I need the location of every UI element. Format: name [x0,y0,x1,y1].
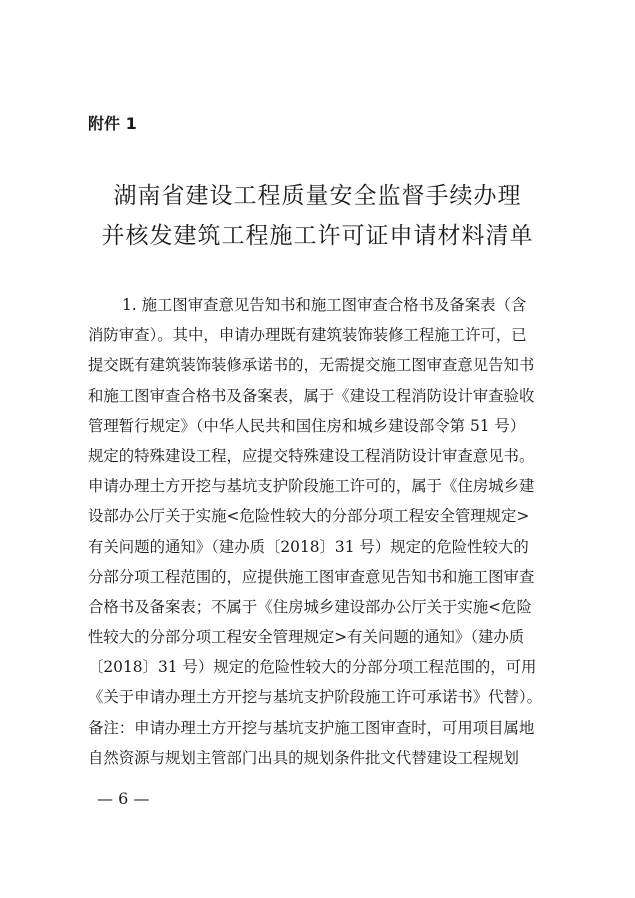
body-line: 申请办理土方开挖与基坑支护阶段施工许可的，属于《住房城乡建 [88,477,535,496]
body-line: 管理暂行规定》（中华人民共和国住房和城乡建设部令第 51 号） [88,416,526,435]
body-line: 1. 施工图审查意见告知书和施工图审查合格书及备案表（含 [122,296,527,314]
body-line: 〔2018〕31 号）规定的危险性较大的分部分项工程范围的，可用 [88,658,537,677]
body-line: 提交既有建筑装饰装修承诺书的，无需提交施工图审查意见告知书 [88,356,535,375]
title-line-1: 湖南省建设工程质量安全监督手续办理 [113,183,522,209]
body-line: 有关问题的通知》（建办质〔2018〕31 号）规定的危险性较大的 [88,537,529,556]
body-line: 分部分项工程范围的，应提供施工图审查意见告知书和施工图审查 [88,567,535,586]
body-line: 消防审查）。其中，申请办理既有建筑装饰装修工程施工许可，已 [88,326,527,345]
title-line-2: 并核发建筑工程施工许可证申请材料清单 [101,223,534,249]
body-line: 合格书及备案表；不属于《住房城乡建设部办公厅关于实施<危险 [88,597,532,616]
body-line: 性较大的分部分项工程安全管理规定>有关问题的通知》（建办质 [88,628,525,647]
body-line: 《关于申请办理土方开挖与基坑支护阶段施工许可承诺书》代替）。 [88,688,543,707]
page-number: — 6 — [97,789,150,808]
body-line: 规定的特殊建设工程，应提交特殊建设工程消防设计审查意见书。 [88,446,535,465]
body-line: 备注：申请办理土方开挖与基坑支护施工图审查时，可用项目属地 [88,718,535,737]
body-line: 自然资源与规划主管部门出具的规划条件批文代替建设工程规划 [88,748,519,767]
body-line: 和施工图审查合格书及备案表，属于《建设工程消防设计审查验收 [88,386,535,405]
body-line: 设部办公厅关于实施<危险性较大的分部分项工程安全管理规定> [88,507,530,526]
body-paragraph [88,290,558,773]
document-title [70,176,565,256]
attachment-label: 附件 1 [88,114,137,133]
